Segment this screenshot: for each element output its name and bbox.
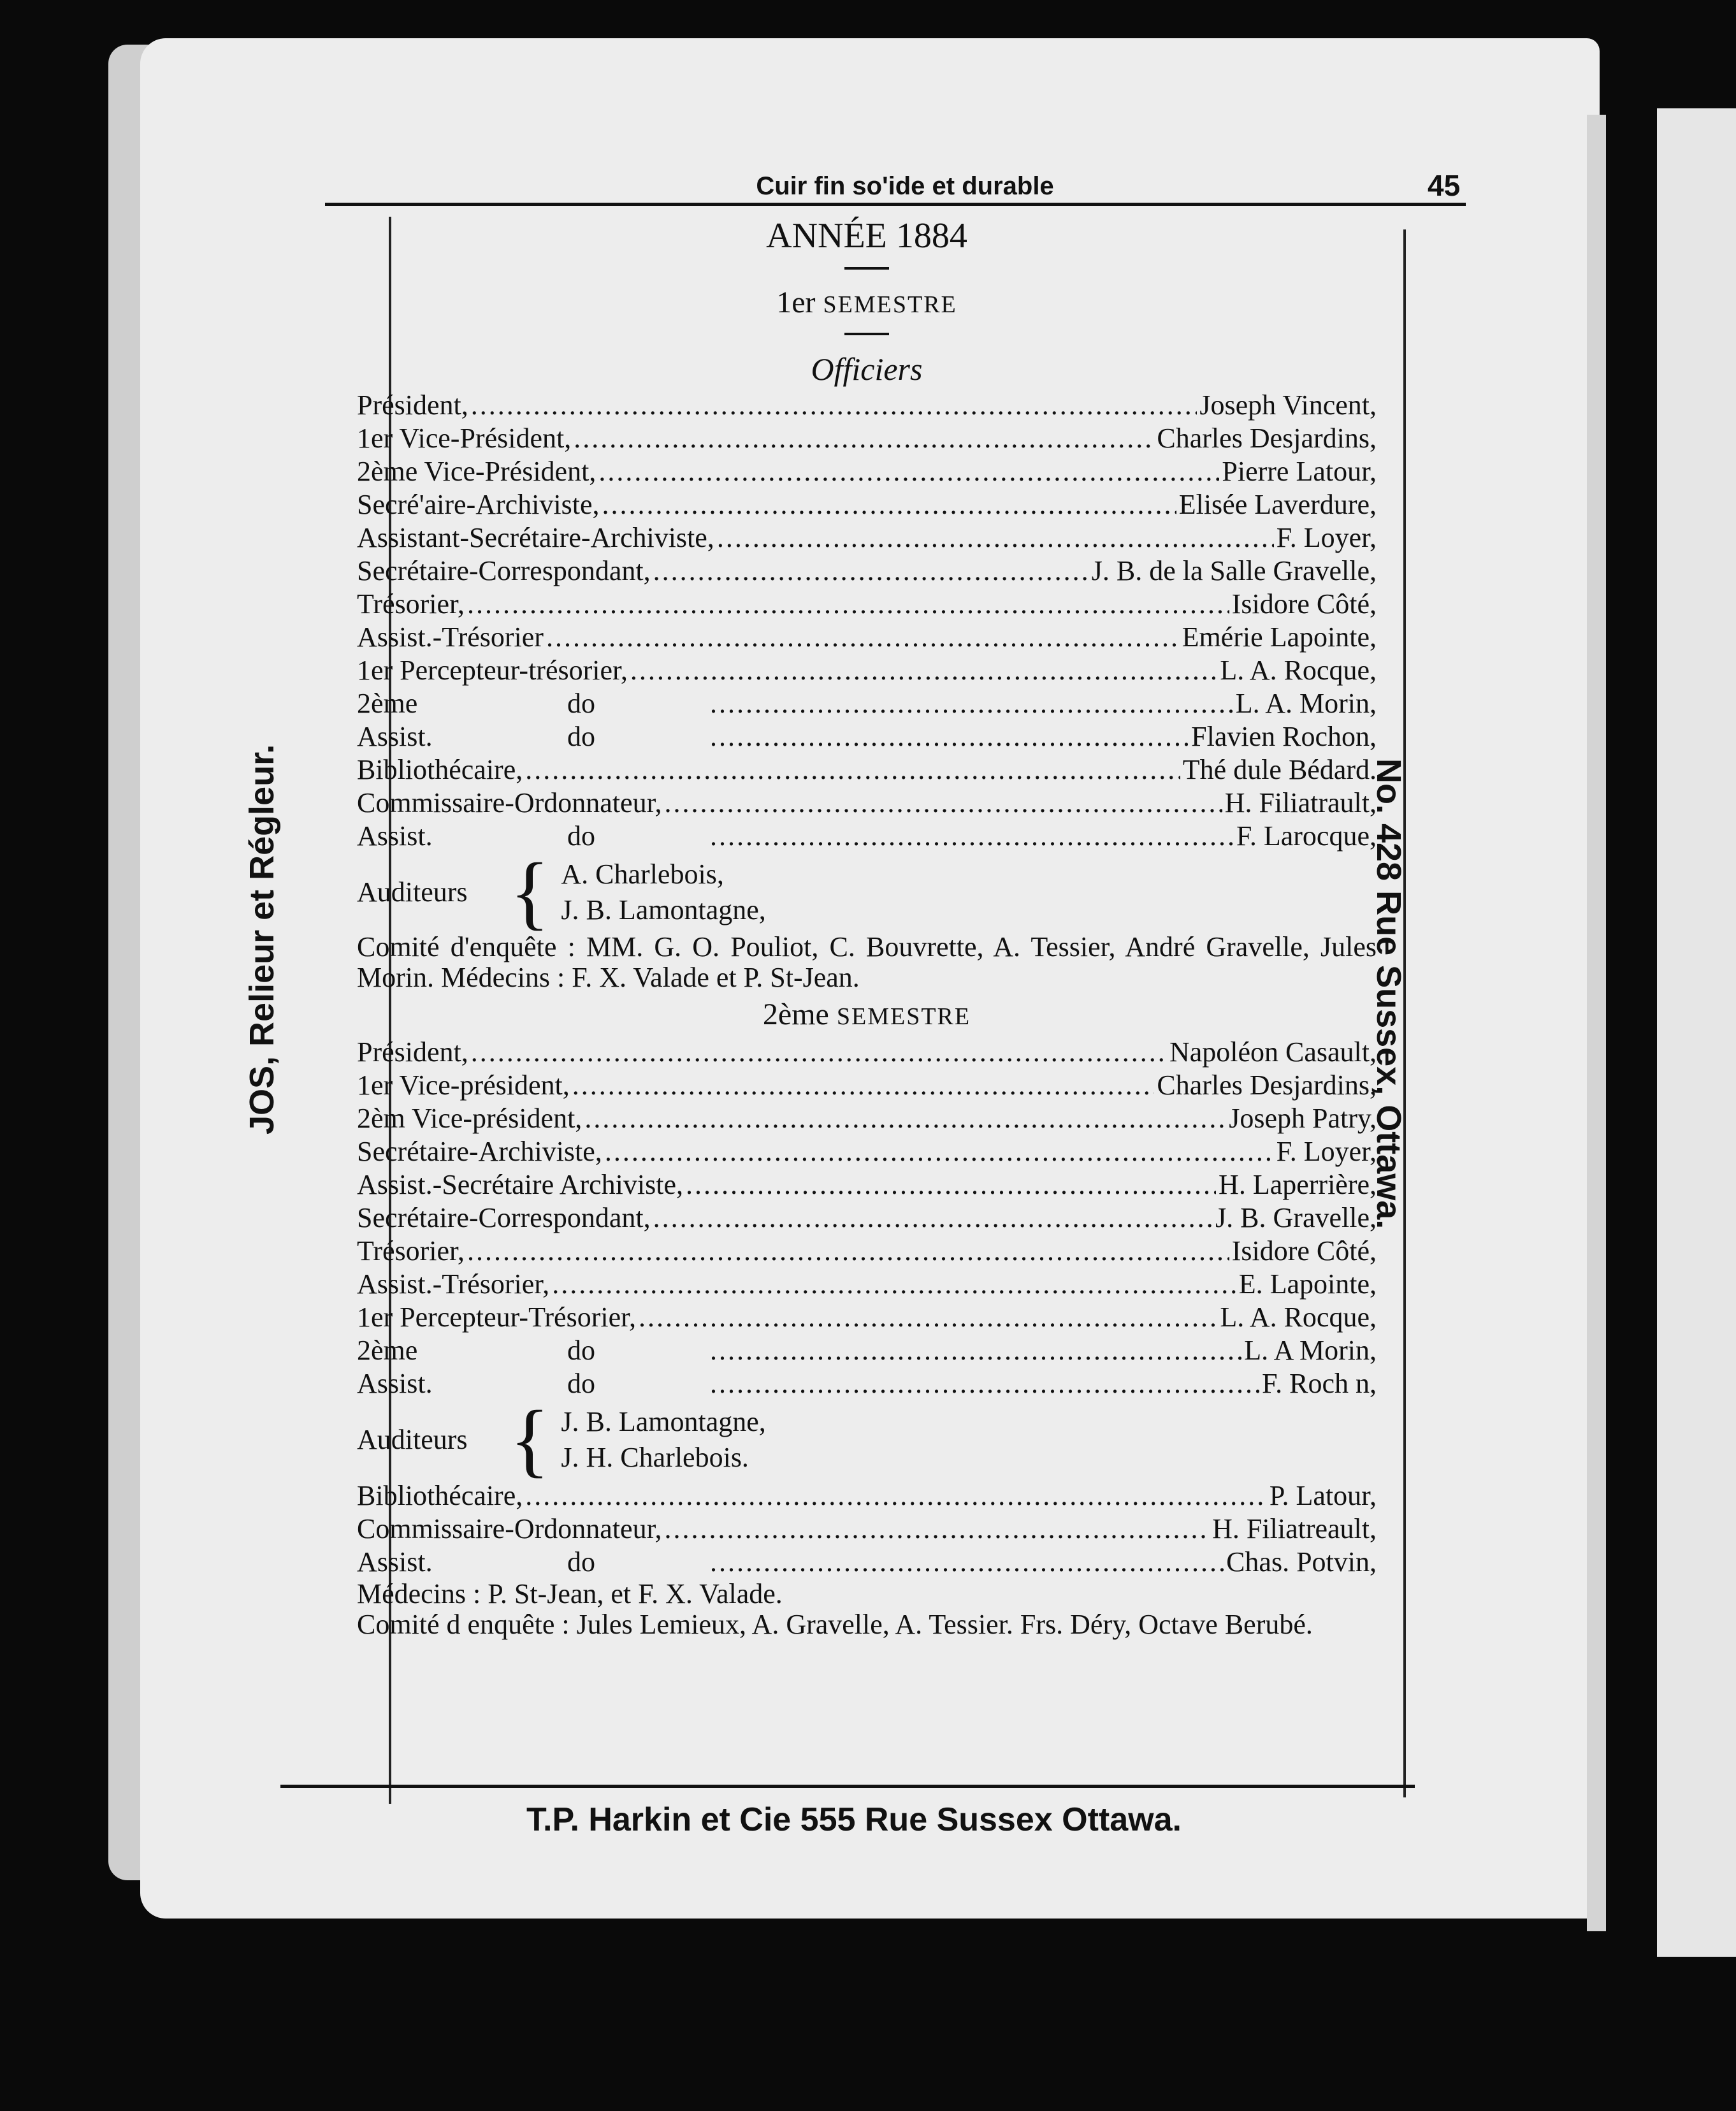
semester1-word: SEMESTRE: [823, 291, 957, 318]
officer-row: [357, 621, 1377, 654]
officer-row: [357, 1546, 1377, 1579]
officer-name: L. A Morin,: [1244, 1335, 1377, 1366]
dot-leader: [605, 1135, 1274, 1168]
semester1-auditors: [357, 846, 1377, 938]
semester2-rows-2: [357, 1479, 1377, 1546]
officer-row: [357, 555, 1377, 588]
ditto-mark: do: [567, 820, 595, 852]
officer-role: Bibliothécaire,: [357, 1480, 523, 1511]
ditto-mark: do: [567, 1335, 595, 1366]
officer-row: [357, 1301, 1377, 1334]
dot-leader: [471, 389, 1197, 422]
dot-leader: [525, 1479, 1267, 1513]
dot-leader: [710, 1546, 1224, 1579]
officer-row: [357, 1479, 1377, 1513]
officer-name: F. Loyer,: [1276, 522, 1377, 553]
dot-leader: [574, 422, 1154, 455]
divider: [844, 333, 889, 335]
auditor-names: [561, 1404, 765, 1476]
officer-name: Joseph Patry,: [1229, 1103, 1377, 1134]
side-advert-right-text: No. 428 Rue Sussex, Ottawa.: [1370, 758, 1408, 1230]
officer-name: Charles Desjardins,: [1157, 423, 1377, 454]
dot-leader: [602, 488, 1176, 521]
binding-strip: [1587, 115, 1606, 1931]
dot-leader: [471, 1036, 1167, 1069]
dot-leader: [572, 1069, 1155, 1102]
ditto-mark: do: [567, 688, 595, 719]
dot-leader: [546, 621, 1180, 654]
top-rule: [325, 203, 1466, 206]
auditor-names: [561, 857, 765, 928]
semester2-word: SEMESTRE: [836, 1003, 971, 1030]
ditto-mark: do: [567, 1546, 595, 1578]
officer-row: [357, 720, 1377, 753]
officer-role: 2ème: [357, 1335, 418, 1366]
officer-role: 1er Percepteur-trésorier,: [357, 655, 628, 686]
officer-row: [357, 1168, 1377, 1201]
auditor-name: J. B. Lamontagne,: [561, 1406, 766, 1437]
semester1-committee: Comité d'enquête : MM. G. O. Pouliot, C. Bouvrette, A. Tessier, André Gravelle, Jules Morin. Médecins : F. X. Valade et P. St-Jean.: [357, 931, 1377, 993]
semester1-rows: [357, 389, 1377, 687]
officer-name: Isidore Côté,: [1231, 588, 1377, 620]
officer-role: Assist.: [357, 820, 433, 852]
semester1-number: 1er: [776, 286, 816, 319]
officer-name: H. Laperrière,: [1219, 1169, 1377, 1200]
semester1-title: [357, 284, 1377, 324]
officer-role: 2èm Vice-président,: [357, 1103, 582, 1134]
officer-row: [357, 389, 1377, 422]
officer-name: L. A. Morin,: [1235, 688, 1377, 719]
dot-leader: [710, 720, 1189, 753]
officer-row: [357, 787, 1377, 820]
officer-name: Elisée Laverdure,: [1178, 489, 1377, 520]
officer-role: Commissaire-Ordonnateur,: [357, 787, 662, 818]
semester1-do-rows: [357, 687, 1377, 753]
officer-name: F. Larocque,: [1236, 820, 1377, 852]
dot-leader: [467, 588, 1229, 621]
officer-role: 1er Vice-président,: [357, 1070, 570, 1101]
dot-leader: [598, 455, 1219, 488]
officer-row: [357, 1513, 1377, 1546]
officer-name: Chas. Potvin,: [1226, 1546, 1377, 1578]
dot-leader: [525, 753, 1180, 787]
year-title: ANNÉE 1884: [766, 216, 967, 256]
officer-role: Secré'aire-Archiviste,: [357, 489, 600, 520]
dot-leader: [710, 687, 1233, 720]
brace-glyph: {: [510, 1394, 550, 1486]
officer-name: J. B. de la Salle Gravelle,: [1091, 555, 1377, 586]
dot-leader: [467, 1235, 1229, 1268]
ditto-mark: do: [567, 1368, 595, 1399]
ditto-mark: do: [567, 721, 595, 752]
dot-leader: [584, 1102, 1226, 1135]
officer-role: Président,: [357, 1036, 468, 1068]
officer-row: [357, 521, 1377, 555]
dot-leader: [630, 654, 1217, 687]
officers-listing: [357, 214, 1377, 1640]
officer-name: Napoléon Casault,: [1169, 1036, 1377, 1068]
officer-role: Assist.: [357, 721, 433, 752]
auditor-name: J. H. Charlebois.: [561, 1442, 749, 1473]
officer-row: [357, 1069, 1377, 1102]
officer-row: [357, 488, 1377, 521]
officer-row: [357, 422, 1377, 455]
officer-name: Joseph Vincent,: [1199, 389, 1377, 421]
dot-leader: [552, 1268, 1236, 1301]
officer-row: [357, 455, 1377, 488]
auditor-name: J. B. Lamontagne,: [561, 894, 766, 925]
dot-leader: [717, 521, 1274, 555]
officer-role: Bibliothécaire,: [357, 754, 523, 785]
dot-leader: [710, 1367, 1259, 1400]
officer-role: 1er Percepteur-Trésorier,: [357, 1302, 637, 1333]
facing-page-edge: [1657, 108, 1736, 1957]
officer-role: 2ème Vice-Président,: [357, 456, 597, 487]
semester2-physicians: Médecins : P. St-Jean, et F. X. Valade.: [357, 1578, 783, 1609]
officer-name: H. Filiatrault,: [1224, 787, 1377, 818]
bottom-rule: [280, 1785, 1415, 1788]
divider: [844, 267, 889, 270]
brace-glyph: {: [510, 846, 550, 938]
officer-name: F. Loyer,: [1276, 1136, 1377, 1167]
officer-name: Isidore Côté,: [1231, 1235, 1377, 1266]
officer-row: [357, 1334, 1377, 1367]
semester2-do-rows-2: [357, 1546, 1377, 1579]
officer-name: L. A. Rocque,: [1220, 1302, 1377, 1333]
officer-name: F. Roch n,: [1262, 1368, 1377, 1399]
officer-name: P. Latour,: [1269, 1480, 1377, 1511]
dot-leader: [653, 1201, 1213, 1235]
header-tagline: Cuir fin so'ide et durable: [756, 172, 1054, 200]
dot-leader: [664, 1513, 1210, 1546]
auditors-label: Auditeurs: [357, 1424, 468, 1455]
officer-role: Assistant-Secrétaire-Archiviste,: [357, 522, 714, 553]
officer-name: H. Filiatreault,: [1212, 1513, 1377, 1544]
dot-leader: [710, 820, 1234, 853]
officer-row: [357, 588, 1377, 621]
dot-leader: [653, 555, 1089, 588]
semester2-rows: [357, 1036, 1377, 1334]
dot-leader: [639, 1301, 1217, 1334]
semester2-title: [357, 996, 1377, 1036]
semester2-number: 2ème: [762, 997, 829, 1031]
officer-name: Flavien Rochon,: [1191, 721, 1377, 752]
officer-role: Président,: [357, 389, 468, 421]
semester2-committee: Comité d enquête : Jules Lemieux, A. Gravelle, A. Tessier. Frs. Déry, Octave Berubé.: [357, 1609, 1313, 1640]
officer-role: 1er Vice-Président,: [357, 423, 572, 454]
dot-leader: [664, 787, 1222, 820]
dot-leader: [710, 1334, 1241, 1367]
officer-role: Commissaire-Ordonnateur,: [357, 1513, 662, 1544]
officer-name: Thé dule Bédard.: [1182, 754, 1377, 785]
officers-heading: Officiers: [811, 351, 923, 387]
officer-row: [357, 1102, 1377, 1135]
officer-name: Charles Desjardins,: [1157, 1070, 1377, 1101]
officer-row: [357, 654, 1377, 687]
semester1-rows-2: [357, 753, 1377, 820]
officer-role: Assist.-Trésorier,: [357, 1268, 550, 1300]
officer-role: Assist.-Secrétaire Archiviste,: [357, 1169, 683, 1200]
footer-advert: T.P. Harkin et Cie 555 Rue Sussex Ottawa.: [526, 1801, 1182, 1838]
officer-role: Assist.: [357, 1546, 433, 1578]
officer-role: 2ème: [357, 688, 418, 719]
officer-row: [357, 1036, 1377, 1069]
officer-name: Emérie Lapointe,: [1182, 621, 1377, 653]
officer-role: Assist.: [357, 1368, 433, 1399]
officer-role: Trésorier,: [357, 588, 465, 620]
officer-row: [357, 1201, 1377, 1235]
officer-role: Secrétaire-Correspondant,: [357, 1202, 651, 1233]
officer-row: [357, 1135, 1377, 1168]
side-advert-left-text: JOS, Relieur et Régleur.: [243, 744, 281, 1135]
officer-role: Secrétaire-Correspondant,: [357, 555, 651, 586]
officer-role: Trésorier,: [357, 1235, 465, 1266]
officer-name: J. B. Gravelle,: [1215, 1202, 1377, 1233]
officer-name: L. A. Rocque,: [1220, 655, 1377, 686]
officer-row: [357, 687, 1377, 720]
page-number: 45: [1428, 169, 1461, 202]
auditors-label: Auditeurs: [357, 876, 468, 908]
officer-role: Secrétaire-Archiviste,: [357, 1136, 602, 1167]
officer-name: E. Lapointe,: [1238, 1268, 1377, 1300]
officer-role: Assist.-Trésorier: [357, 621, 544, 653]
dot-leader: [686, 1168, 1216, 1201]
semester2-auditors: [357, 1394, 1377, 1486]
officer-row: [357, 1268, 1377, 1301]
officer-row: [357, 753, 1377, 787]
auditor-name: A. Charlebois,: [561, 859, 724, 890]
officer-row: [357, 1235, 1377, 1268]
semester2-do-rows: [357, 1334, 1377, 1400]
officer-name: Pierre Latour,: [1222, 456, 1377, 487]
